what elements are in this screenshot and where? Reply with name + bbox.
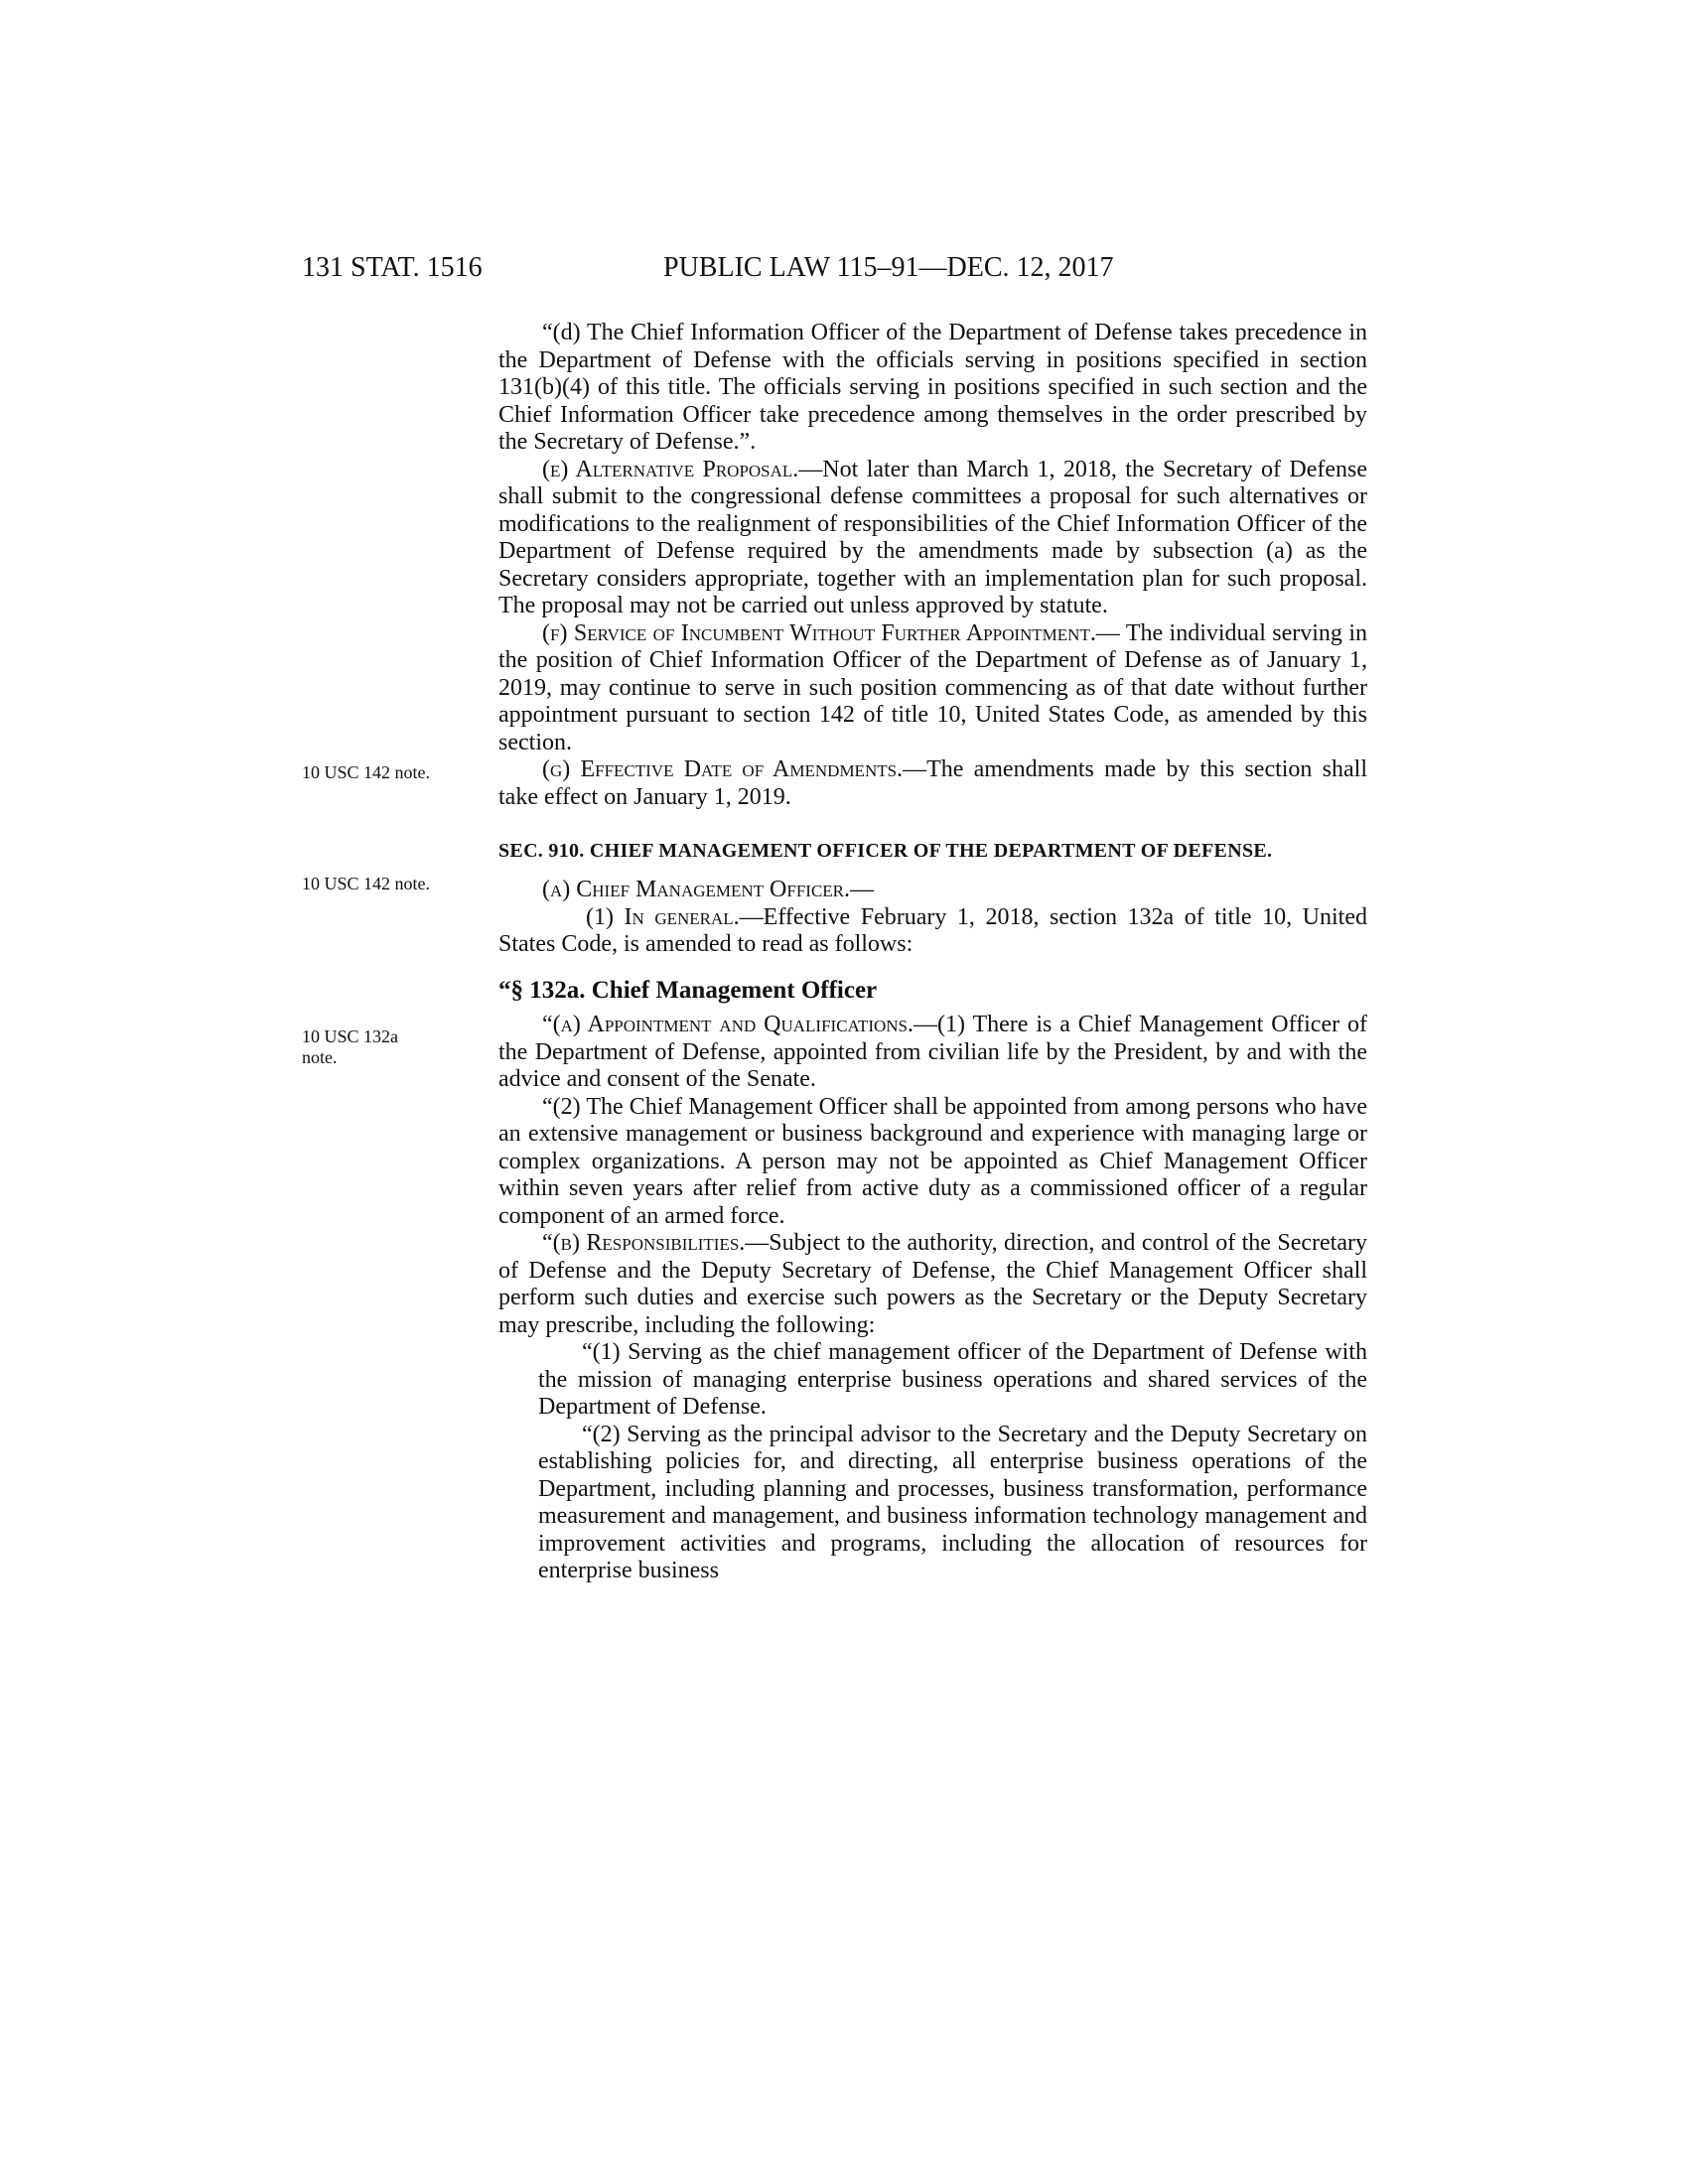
heading-qa: “(a) Appointment and Qualifications.	[542, 1012, 914, 1037]
margin-note-f: 10 USC 142 note.	[302, 762, 431, 782]
heading-qb: “(b) Responsibilities.	[542, 1230, 746, 1256]
paragraph-e	[498, 457, 1367, 620]
public-law-title: PUBLIC LAW 115–91—DEC. 12, 2017	[663, 252, 1114, 283]
heading-a: (a) Chief Management Officer.	[542, 877, 851, 902]
text-f: — The individual serving in the position of Chief Information Officer of the Department of Defense as of January 1, 2019, may continue to serve in such position commencing as of that date without further appointment pursuant to section 142 of title 10, United States Code, as amended by this section.	[498, 619, 1367, 755]
text-e: —Not later than March 1, 2018, the Secretary of Defense shall submit to the congressional defense committees a proposal for such alternatives or modifications to the realignment of responsibilities of the Chief Information Officer of the Department of Defense required by the amendments made by subsection (a) as the Secretary considers appropriate, together with an implementation plan for such proposal. The proposal may not be carried out unless approved by statute.	[498, 456, 1367, 618]
paragraph-qb1: “(1) Serving as the chief management officer of the Department of Defense with the mission of managing enterprise business operations and shared services of the Department of Defense.	[538, 1339, 1367, 1420]
margin-note-sec910: 10 USC 132a note.	[302, 1026, 399, 1067]
body-text	[498, 320, 1367, 1585]
paragraph-qa	[498, 1012, 1367, 1094]
paragraph-qb	[498, 1230, 1367, 1339]
paragraph-a	[498, 877, 1367, 904]
text-qa: —(1) There is a Chief Management Officer of the Department of Defense, appointed from civilian life by the President, by and with the advice and consent of the Senate.	[498, 1012, 1367, 1092]
text-qb: —Subject to the authority, direction, and control of the Secretary of Defense and the Deputy Secretary of Defense, the Chief Management Officer shall perform such duties and exercise such powers as the Secretary or the Deputy Secretary may prescribe, including the following:	[498, 1230, 1367, 1338]
heading-f: (f) Service of Incumbent Without Further Appointment.	[542, 619, 1096, 646]
text-a: —	[850, 877, 875, 902]
paragraph-d: “(d) The Chief Information Officer of the Department of Defense takes precedence in the Department of Defense with the officials serving in positions specified in section 131(b)(4) of this title. The officials serving in positions specified in such section and the Chief Information Officer take precedence among themselves in the order prescribed by the Secretary of Defense.”.	[498, 320, 1367, 455]
margin-note-g: 10 USC 142 note.	[302, 874, 431, 893]
paragraph-qb2: “(2) Serving as the principal advisor to the Secretary and the Deputy Secretary on establishing policies for, and directing, all enterprise business operations of the Department, including planning and processes, business transformation, performance measurement and management, and business information technology management and improvement activities and programs, including the allocation of resources for enterprise business	[538, 1421, 1367, 1583]
paragraph-a1	[498, 904, 1367, 959]
paragraph-g	[498, 756, 1367, 811]
section-910-heading: SEC. 910. CHIEF MANAGEMENT OFFICER OF THE DEPARTMENT OF DEFENSE.	[498, 840, 1273, 862]
page-header	[0, 248, 1688, 288]
text-g: —The amendments made by this section shall take effect on January 1, 2019.	[498, 756, 1367, 810]
statute-page-number: 131 STAT. 1516	[302, 252, 483, 283]
heading-e: (e) Alternative Proposal.	[542, 456, 799, 482]
heading-a1: (1) In general.	[586, 903, 740, 930]
section-132a-heading: “§ 132a. Chief Management Officer	[498, 976, 878, 1004]
responsibilities-list	[498, 1339, 1367, 1585]
paragraph-f	[498, 620, 1367, 757]
text-a1: —Effective February 1, 2018, section 132a of title 10, United States Code, is amended to read as follows:	[498, 903, 1367, 957]
heading-g: (g) Effective Date of Amendments.	[542, 756, 904, 782]
paragraph-qa2: “(2) The Chief Management Officer shall be appointed from among persons who have an extensive management or business background and experience with managing large or complex organizations. A person may not be appointed as Chief Management Officer within seven years after relief from active duty as a commissioned officer of a regular component of an armed force.	[498, 1093, 1367, 1229]
